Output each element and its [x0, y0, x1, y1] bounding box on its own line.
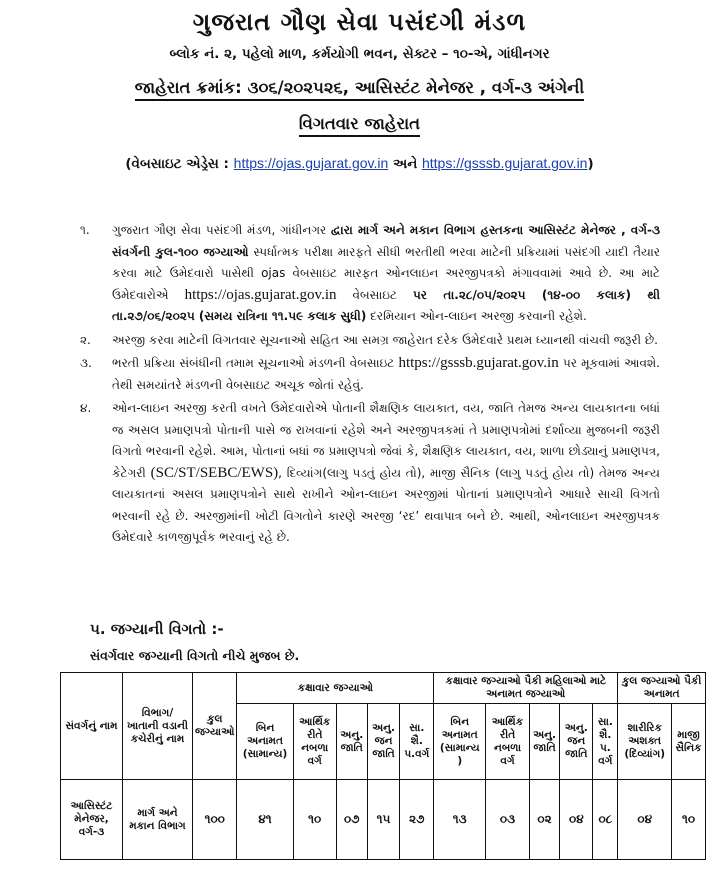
- item-text-part: , દિવ્યાંગ(લાગુ પડતું હોય તો), માજી સૈનિક (લાગુ પડતું હોય તો) તેમજ અન્ય લાયકાતનાં અસલ પ્રમાણપત્રોને સાથે રાખીને ઓન-લાઇન અરજીમાં પોતાનાં પ્રમાણપત્રોને આધારે સાચી વિગતો ભરવાની રહે છે. અરજીમાંની ખોટી વિગતોને કારણે અરજી ‘રદ’ થવાપાત્ર બને છે. આથી, ઓનલાઇન અરજીપત્રક ઉમેદવારે કાળજીપૂર્વક ભરવાનું રહે છે.: [112, 465, 661, 544]
- header-cadre: સંવર્ગનું નામ: [61, 673, 123, 780]
- subheader-cell: શારીરિક અશક્ત (દિવ્યાંગ): [618, 704, 672, 780]
- cell-value: ૧૦: [293, 780, 336, 860]
- advertisement-number-text: જાહેરાત ક્રમાંક: ૩૦૬/૨૦૨૫૨૬, આસિસ્ટંટ મેનેજર , વર્ગ-૩ અંગેની: [135, 78, 584, 101]
- cell-value: ૦૪: [560, 780, 593, 860]
- item-number: ૩.: [80, 356, 92, 370]
- cell-value: ૪૧: [237, 780, 293, 860]
- cell-value: ૨૭: [400, 780, 434, 860]
- advertisement-subtitle-text: વિગતવાર જાહેરાત: [299, 114, 420, 137]
- item-number: ૪.: [80, 401, 92, 415]
- advertisement-number: [0, 78, 719, 98]
- category-list: (SC/ST/SEBC/EWS): [150, 464, 279, 481]
- item-text-part: વેબસાઇટ: [336, 287, 414, 302]
- header-categorywise: કક્ષાવાર જગ્યાઓ: [237, 673, 434, 704]
- subheader-cell: બિન અનામત (સામાન્ય): [237, 704, 293, 780]
- item-number: ૧.: [80, 223, 90, 237]
- subheader-cell: સા. શૈ. પ.વર્ગ: [400, 704, 434, 780]
- item-text-part: દરમિયાન ઓન-લાઇન અરજી કરવાની રહેશે.: [366, 309, 587, 323]
- subheader-cell: આર્થિક રીતે નબળા વર્ગ: [486, 704, 529, 780]
- website-suffix: ): [587, 156, 594, 172]
- ojas-link[interactable]: https://ojas.gujarat.gov.in: [233, 155, 389, 171]
- gsssb-link[interactable]: https://gsssb.gujarat.gov.in: [421, 155, 588, 171]
- org-address: બ્લોક નં. ૨, પહેલો માળ, કર્મયોગી ભવન, સેક્ટર – ૧૦-એ, ગાંધીનગર: [169, 46, 550, 62]
- item-text: [112, 353, 660, 396]
- instruction-item-2: [80, 330, 660, 352]
- subheader-cell: અનુ. જાતિ: [336, 704, 367, 780]
- cell-value: ૧૫: [367, 780, 400, 860]
- website-prefix: (વેબસાઇટ એડ્રેસ :: [125, 156, 234, 172]
- item-text-part: સ્પર્ધાત્મક પરીક્ષા મારફતે સીધી ભરતીથી ભરવા માટેની પ્રક્રિયામાં પસંદગી યાદી તૈયાર કરવા માટે ઉમેદવારો પાસેથી ojas વેબસાઇટ મારફત ઓનલાઇન અરજીપત્રકો મંગાવવામાં આવે છે. આ માટે ઉમેદવારોએ: [112, 244, 660, 302]
- posts-table: [60, 672, 706, 860]
- table-row: [61, 780, 706, 860]
- cell-value: ૦૩: [486, 780, 529, 860]
- instruction-item-1: [80, 220, 660, 328]
- item-bold-part: દ્વારા માર્ગ અને મકાન વિભાગ હસ્તકના આસિસ્ટંટ મેનેજર , વર્ગ-૩ સંવર્ગની કુલ-૧૦૦ જગ્યાઓ: [112, 223, 660, 259]
- header-special-reserved: કુલ જગ્યાઓ પૈકી અનામત: [618, 673, 706, 704]
- website-line: [0, 155, 719, 172]
- subheader-cell: અનુ. જન જાતિ: [367, 704, 400, 780]
- cell-value: ૧૩: [434, 780, 486, 860]
- ojas-url[interactable]: https://ojas.gujarat.gov.in: [184, 286, 337, 303]
- item-text-part: ઓન-લાઇન અરજી કરતી વખતે ઉમેદવારોએ પોતાની શૈક્ષણિક લાયકાત, વય, જાતિ તેમજ અન્ય લાયકાતના બધાં જ અસલ પ્રમાણપત્રો પોતાની પાસે જ રાખવાનાં રહેશે અને અરજીપત્રકમાં તે પ્રમાણપત્રોમાં દર્શાવ્યા મુજબની જરૂરી વિગતો ભરવાની રહેશે. આમ, પોતાનાં બધાં જ પ્રમાણપત્રો જેવાં કે, શૈક્ષણિક લાયકાત, વય, શાળા છોડ્યાનું પ્રમાણપત્ર, કેટેગરી: [112, 401, 660, 480]
- section-heading: ૫. જગ્યાની વિગતો :-: [90, 620, 224, 638]
- subheader-cell: સા. શૈ. પ. વર્ગ: [593, 704, 618, 780]
- cell-total: ૧૦૦: [193, 780, 237, 860]
- cell-value: ૦૪: [618, 780, 672, 860]
- gsssb-url[interactable]: https://gsssb.gujarat.gov.in: [398, 355, 559, 371]
- header-total: કુલ જગ્યાઓ: [193, 673, 237, 780]
- header-women-reserved: કક્ષાવાર જગ્યાઓ પૈકી મહિલાઓ માટે અનામત જગ્યાઓ: [434, 673, 618, 704]
- cell-value: ૧૦: [672, 780, 706, 860]
- item-text: અરજી કરવા માટેની વિગતવાર સૂચનાઓ સહિત આ સમગ્ર જાહેરાત દરેક ઉમેદવારે પ્રથમ ધ્યાનથી વાંચવી જરૂરી છે.: [112, 332, 658, 347]
- item-text-part: ભરતી પ્રક્રિયા સંબંધીની તમામ સૂચનાઓ મંડળની વેબસાઇટ: [112, 356, 399, 370]
- cell-department: માર્ગ અને મકાન વિભાગ: [123, 780, 193, 860]
- website-and: અને: [388, 156, 422, 172]
- instruction-item-4: [80, 398, 660, 549]
- cell-value: ૦૮: [593, 780, 618, 860]
- application-dates: પર તા.૨૮/૦૫/૨૦૨૫ (૧૪-૦૦ કલાક) થી તા.૨૭/૦૬/૨૦૨૫ (સમય રાત્રિના ૧૧.૫૯ કલાક સુધી): [112, 287, 661, 323]
- cell-cadre: આસિસ્ટંટ મેનેજર, વર્ગ-૩: [61, 780, 123, 860]
- cell-value: ૦૭: [336, 780, 367, 860]
- subheader-cell: અનુ. જન જાતિ: [560, 704, 593, 780]
- item-number: ૨.: [80, 332, 91, 347]
- instruction-item-3: [80, 353, 660, 396]
- advertisement-subtitle: [0, 114, 719, 134]
- subheader-cell: આર્થિક રીતે નબળા વર્ગ: [293, 704, 336, 780]
- table-caption: સંવર્ગવાર જગ્યાની વિગતો નીચે મુજબ છે.: [90, 648, 300, 663]
- subheader-cell: બિન અનામત (સામાન્ય ): [434, 704, 486, 780]
- instructions-list: [80, 220, 660, 551]
- item-text-part: ગુજરાત ગૌણ સેવા પસંદગી મંડળ, ગાંધીનગર: [112, 223, 331, 237]
- subheader-cell: માજી સૈનિક: [672, 704, 706, 780]
- item-text: [112, 220, 660, 328]
- header-department: વિભાગ/ ખાતાની વડાની કચેરીનું નામ: [123, 673, 193, 780]
- item-text-part: પર મૂકવામાં આવશે. તેથી સમયાંતરે મંડળની વેબસાઇટ અચૂક જોતાં રહેવું.: [112, 356, 660, 392]
- item-text: [112, 398, 660, 549]
- cell-value: ૦૨: [529, 780, 560, 860]
- org-title: ગુજરાત ગૌણ સેવા પસંદગી મંડળ: [192, 8, 527, 36]
- table-header-row: [61, 673, 706, 704]
- subheader-cell: અનુ. જાતિ: [529, 704, 560, 780]
